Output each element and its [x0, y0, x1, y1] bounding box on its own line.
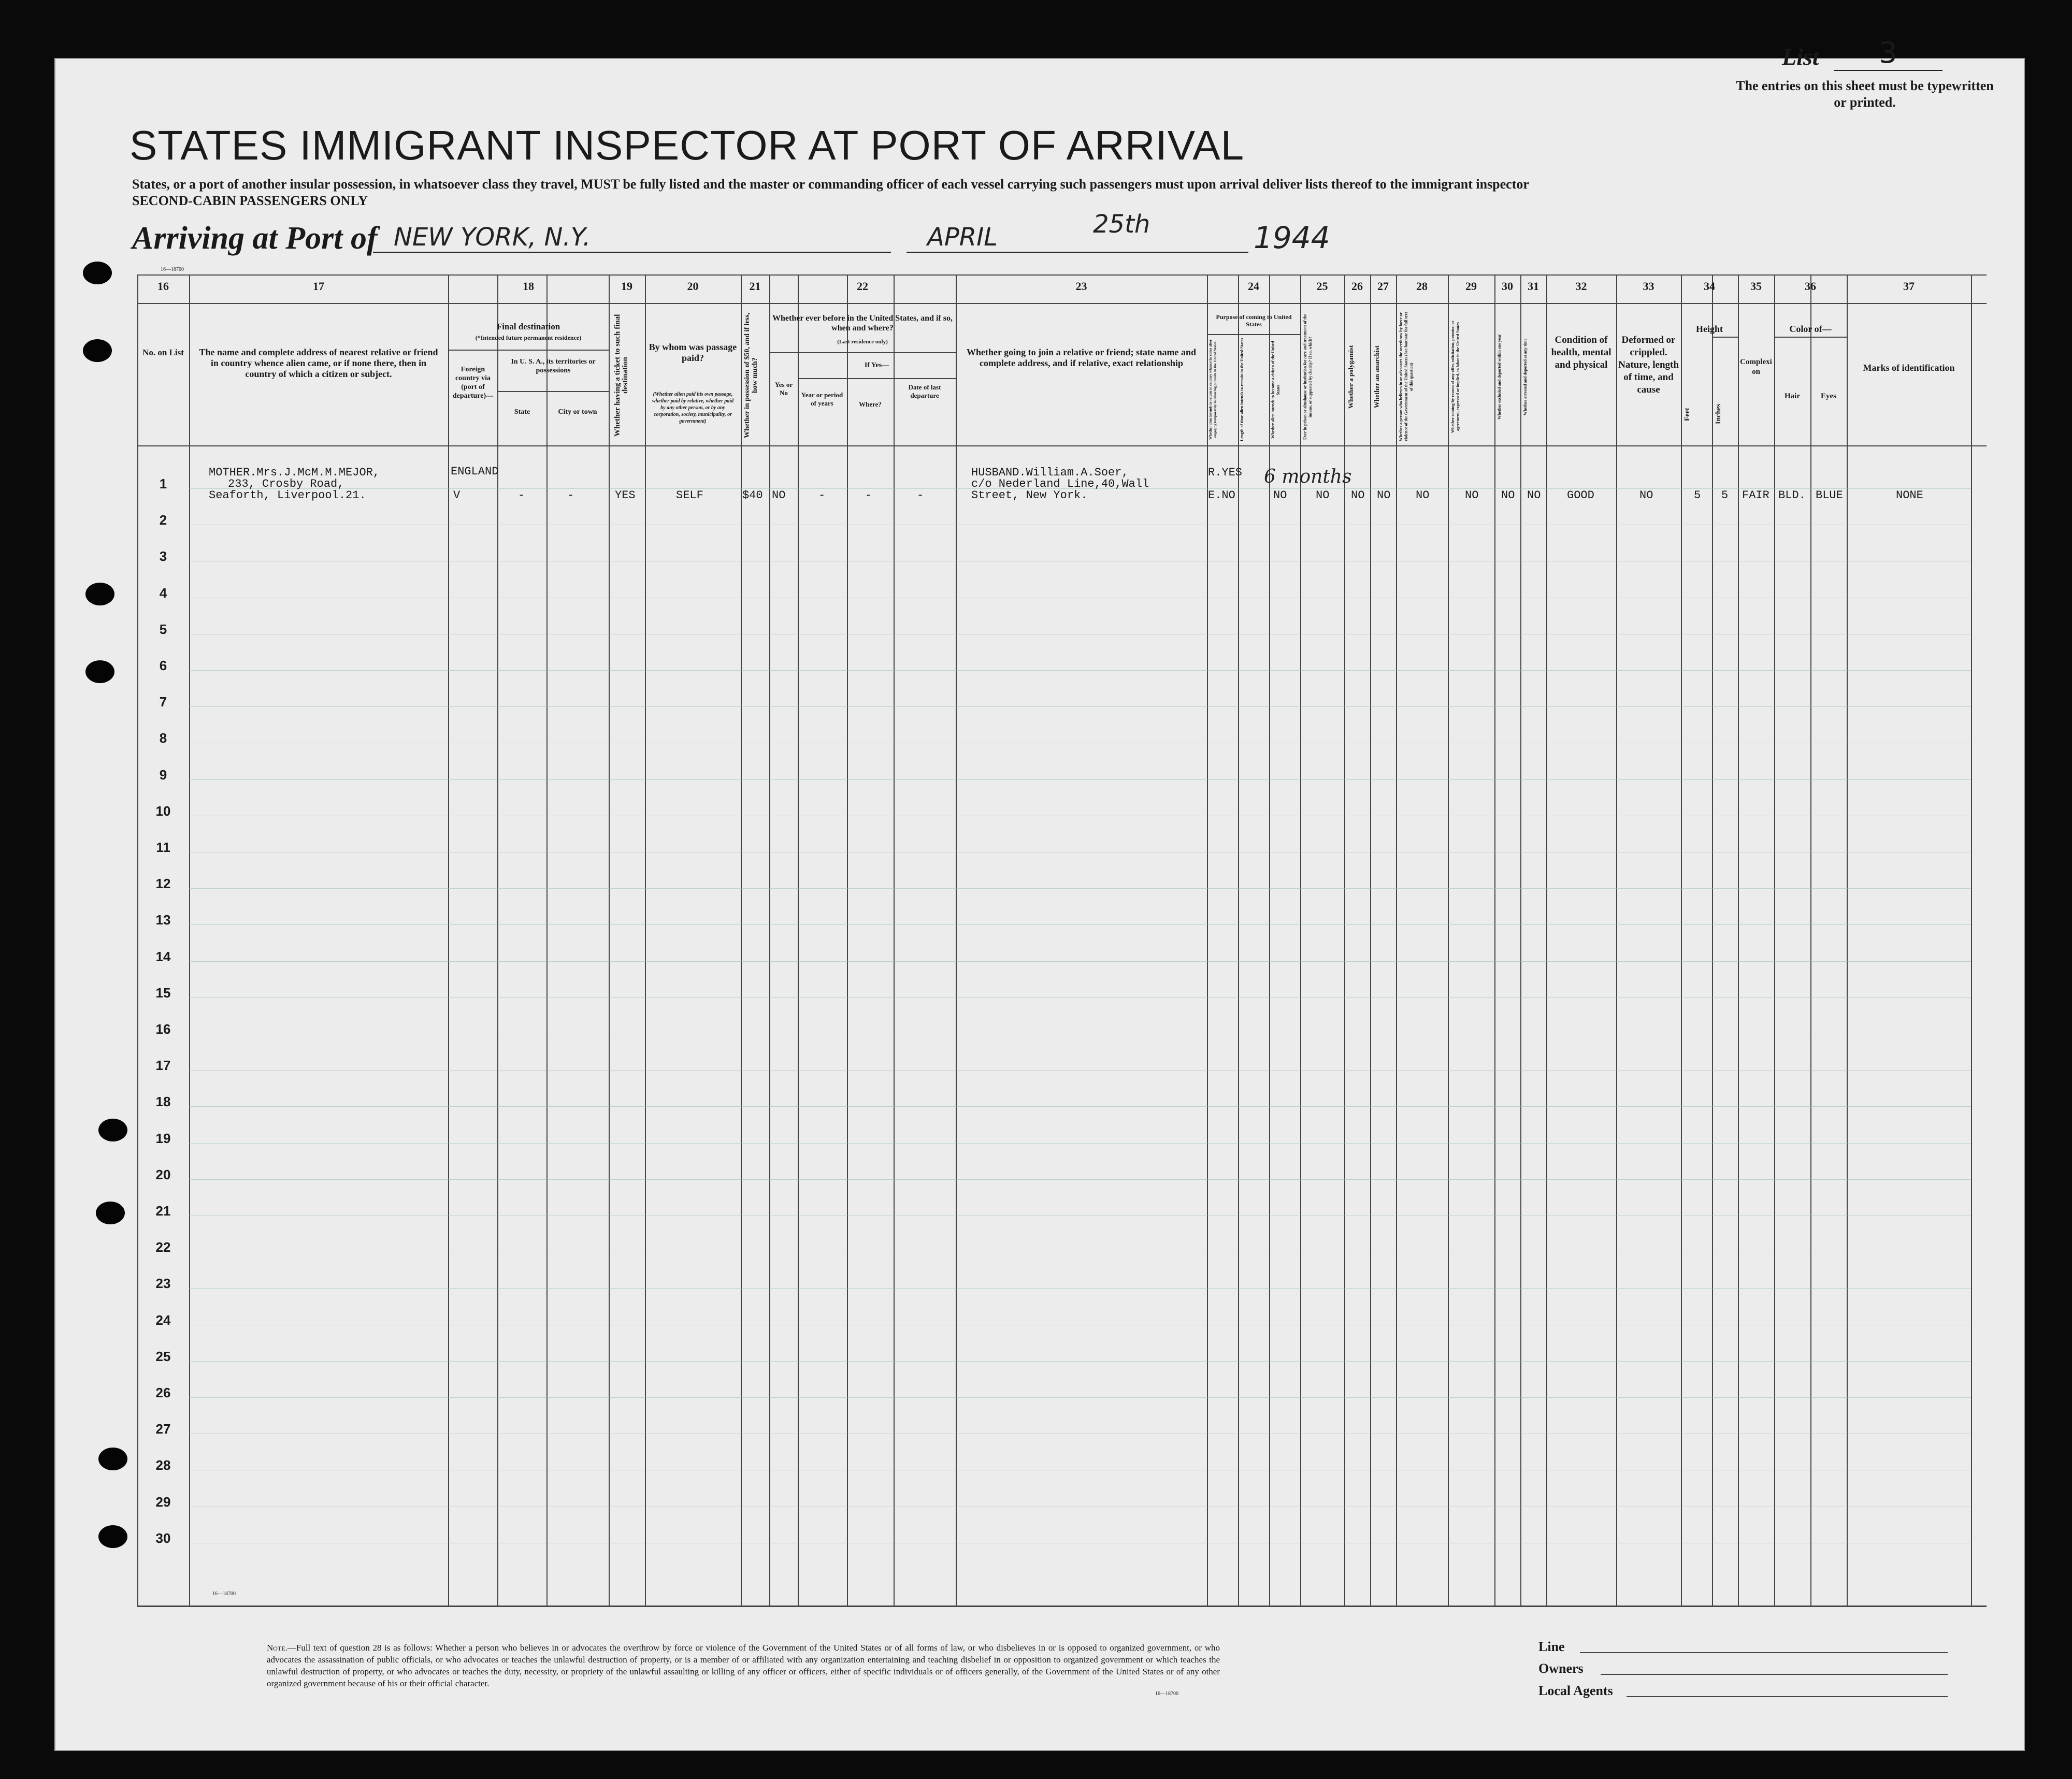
- binder-hole: [98, 1119, 127, 1141]
- port-value: NEW YORK, N.Y.: [373, 223, 891, 253]
- owners-signature-line: [1601, 1674, 1948, 1675]
- header-no-on-list: No. on List: [142, 348, 184, 357]
- arriving-label: Arriving at Port of: [132, 221, 378, 256]
- header-eyes: Eyes: [1821, 392, 1836, 400]
- state-value: -: [518, 489, 525, 502]
- col-num-30: 30: [1502, 280, 1513, 293]
- arrested-value: NO: [1527, 489, 1541, 502]
- city-value: -: [567, 489, 574, 502]
- foreign-country-value: ENGLAND: [451, 465, 499, 478]
- joining-line-3: Street, New York.: [971, 489, 1088, 502]
- form-code: 16—18700: [161, 267, 184, 272]
- polygamist-value: NO: [1351, 489, 1365, 502]
- form-code-footer: 16—18700: [1155, 1691, 1178, 1697]
- subtitle-line-2: SECOND-CABIN PASSENGERS ONLY: [132, 193, 368, 208]
- row-number: 2: [159, 512, 167, 528]
- binder-hole: [98, 1448, 127, 1470]
- header-where: Where?: [859, 400, 882, 408]
- header-before-us: Whether ever before in the United States, and if so, when and where?: [772, 314, 953, 332]
- where-value: -: [865, 489, 872, 502]
- col-num-17: 17: [313, 280, 324, 293]
- purpose-r-value: R.YES: [1208, 466, 1243, 479]
- relative-line-1: MOTHER.Mrs.J.McM.M.MEJOR,: [209, 466, 380, 479]
- complexion-value: FAIR: [1742, 489, 1769, 502]
- page-subtitle: [132, 176, 1686, 209]
- marks-value: NONE: [1896, 489, 1923, 502]
- header-joining: Whether going to join a relative or friend; state name and complete address, and if relative, exact relationship: [967, 347, 1196, 368]
- col-num-19: 19: [621, 280, 632, 293]
- header-yes-no: Yes or No: [774, 381, 793, 397]
- agents-signature-line: [1627, 1696, 1948, 1697]
- year-value: -: [818, 489, 826, 502]
- inches-value: 5: [1721, 489, 1729, 502]
- row-line: [189, 779, 1971, 780]
- relative-line-2: 233, Crosby Road,: [228, 478, 344, 490]
- row-number: 27: [155, 1421, 171, 1437]
- header-deformed: Deformed or crippled. Nature, length of time, and cause: [1618, 335, 1679, 395]
- footnote-label: Note.: [267, 1643, 287, 1653]
- header-money: Whether in possession of $50, and if less, how much?: [743, 312, 759, 439]
- date-value: -: [917, 489, 924, 502]
- manifest-table: [137, 274, 1987, 1606]
- row-number: 5: [159, 621, 167, 637]
- col-num-32: 32: [1575, 280, 1587, 293]
- row-number: 29: [155, 1494, 171, 1510]
- excluded-value: NO: [1501, 489, 1515, 502]
- row-number: 23: [155, 1276, 171, 1292]
- col-num-37: 37: [1903, 280, 1915, 293]
- col-num-34: 34: [1704, 280, 1715, 293]
- header-state: State: [514, 408, 530, 416]
- binder-hole: [96, 1202, 125, 1224]
- joining-line-1: HUSBAND.William.A.Soer,: [971, 466, 1129, 479]
- col-num-33: 33: [1643, 280, 1654, 293]
- row-number: 25: [155, 1348, 171, 1364]
- header-height: Height: [1696, 324, 1723, 334]
- row-number: 21: [155, 1203, 171, 1219]
- col-num-23: 23: [1075, 280, 1087, 293]
- header-marks: Marks of identification: [1863, 363, 1955, 373]
- header-excluded: Whether excluded and deported within one year: [1497, 334, 1502, 420]
- row-line: [189, 924, 1971, 925]
- row-number: 24: [155, 1312, 171, 1328]
- eyes-value: BLUE: [1816, 489, 1843, 502]
- header-hair: Hair: [1785, 392, 1800, 400]
- row-number: 4: [159, 585, 167, 601]
- col-num-31: 31: [1528, 280, 1539, 293]
- col-num-22: 22: [857, 280, 868, 293]
- header-year: Year or period of years: [801, 391, 843, 407]
- header-passage-paid: By whom was passage paid?: [649, 342, 737, 363]
- money-value: $40: [742, 489, 763, 502]
- header-health: Condition of health, mental and physical: [1551, 335, 1611, 370]
- binder-hole: [85, 660, 114, 683]
- row-number: 7: [159, 694, 167, 710]
- row-number: 11: [156, 840, 170, 855]
- row-number: 10: [155, 803, 171, 819]
- footnote-text: —Full text of question 28 is as follows: Whether a person who believes in or advocates the overthrow by force or violence of the Government of the United States or of all forms of law, or who disbelieves in or is opposed to organized government, or who advocates the assassination of public officials, or who advocates or teaches the unlawful destruction of property, or is a member of or affiliated with any organization entertaining and teaching disbelief in or opposition to organized government or which teaches the unlawful destruction of property, or who advocates or teaches the duty, necessity, or propriety of the unlawful assaulting or killing of any officer or officers, either of specific individuals or of officers generally, of the Government of the United States or of any other organized government because of his or their official character.: [267, 1643, 1220, 1688]
- col-num-24: 24: [1248, 280, 1259, 293]
- col-num-28: 28: [1416, 280, 1428, 293]
- header-polygamist: Whether a polygamist: [1347, 345, 1355, 409]
- col-num-27: 27: [1377, 280, 1389, 293]
- deformed-value: NO: [1639, 489, 1653, 502]
- col-num-20: 20: [687, 280, 699, 293]
- prison-value: NO: [1316, 489, 1330, 502]
- health-value: GOOD: [1567, 489, 1594, 502]
- row-line: [189, 670, 1971, 671]
- col-num-36: 36: [1805, 280, 1816, 293]
- col-num-16: 16: [157, 280, 169, 293]
- col-num-18: 18: [523, 280, 534, 293]
- header-foreign-country: Foreign country via (port of departure)—: [452, 366, 494, 400]
- header-ticket: Whether having a ticket to such final destination: [613, 314, 629, 437]
- header-purpose-return: Whether alien intends to return to country whence he came after engaging temporarily in laboring pursuits in the United States: [1208, 339, 1217, 440]
- row-number: 12: [155, 876, 171, 892]
- col-num-29: 29: [1465, 280, 1477, 293]
- list-label: List: [1782, 44, 1819, 70]
- header-feet: Feet: [1684, 408, 1691, 421]
- ticket-value: YES: [615, 489, 636, 502]
- row-number: 15: [155, 985, 171, 1001]
- owners-label: Owners: [1538, 1661, 1584, 1676]
- binder-hole: [98, 1525, 127, 1548]
- line-label: Line: [1538, 1639, 1565, 1654]
- row-line: [189, 1179, 1971, 1180]
- header-prison: Ever in prison or almshouse or institution for care and treatment of the insane, or supported by charity? If so, which?: [1303, 314, 1313, 440]
- passage-paid-value: SELF: [676, 489, 703, 502]
- row-number: 20: [155, 1166, 171, 1182]
- binder-hole: [83, 339, 112, 362]
- header-date: Date of last departure: [908, 383, 941, 399]
- row-number: 28: [155, 1457, 171, 1473]
- header-city: City or town: [558, 408, 597, 416]
- row-number: 18: [155, 1094, 171, 1110]
- row-number: 1: [159, 476, 167, 491]
- header-anarchist: Whether an anarchist: [1373, 345, 1380, 408]
- length-time-value: 6 months: [1264, 466, 1352, 487]
- header-overthrow: Whether a person who believes in or advocates the overthrow by force or violence of the Government of the United States (See footnote for full text of this question): [1399, 312, 1414, 442]
- row-line: [189, 1106, 1971, 1107]
- row-number: 9: [159, 766, 167, 783]
- row-line: [189, 961, 1971, 962]
- header-if-yes: If Yes—: [864, 361, 889, 369]
- anarchist-value: NO: [1377, 489, 1391, 502]
- row-number: 8: [159, 730, 167, 746]
- header-color-of: Color of—: [1789, 324, 1832, 334]
- hair-value: BLD.: [1778, 489, 1806, 502]
- row-line: [189, 1361, 1971, 1362]
- overthrow-value: NO: [1416, 489, 1430, 502]
- row-number: 16: [155, 1021, 171, 1037]
- relative-line-3: Seaforth, Liverpool.21.: [209, 489, 366, 502]
- row-number: 14: [155, 948, 171, 964]
- col-num-35: 35: [1750, 280, 1762, 293]
- via-value: V: [453, 489, 461, 502]
- row-number: 26: [155, 1385, 171, 1400]
- citizen-value: NO: [1273, 489, 1287, 502]
- header-usa: In U. S. A., its territories or possessions: [511, 358, 596, 374]
- row-line: [189, 888, 1971, 889]
- row-number: 13: [155, 912, 171, 928]
- row-line: [189, 706, 1971, 707]
- row-number: 30: [155, 1530, 171, 1546]
- page-title: STATES IMMIGRANT INSPECTOR AT PORT OF ARRIVAL: [130, 122, 1245, 168]
- col-num-25: 25: [1316, 280, 1328, 293]
- header-relative: The name and complete address of nearest relative or friend in country whence alien came, or if none there, then in country of which a citizen or subject.: [199, 347, 438, 379]
- header-before-us-sub: (Last residence only): [837, 339, 888, 345]
- header-purpose: Purpose of coming to United States: [1216, 313, 1292, 328]
- local-agents-label: Local Agents: [1538, 1683, 1613, 1698]
- joining-line-2: c/o Nederland Line,40,Wall: [971, 478, 1149, 490]
- header-inches: Inches: [1715, 404, 1722, 425]
- row-number: 3: [159, 548, 167, 565]
- labor-value: NO: [1465, 489, 1479, 502]
- day-value: 25th: [1093, 210, 1150, 239]
- binder-hole: [83, 262, 112, 284]
- footnote-q28: [267, 1642, 1220, 1689]
- row-line: [189, 1397, 1971, 1398]
- row-number: 17: [155, 1058, 171, 1074]
- month-value: APRIL: [906, 223, 1248, 253]
- before-us-value: NO: [772, 489, 786, 502]
- header-purpose-length: Length of time alien intends to remain in the United States: [1240, 338, 1244, 442]
- row-number: 22: [155, 1239, 171, 1255]
- list-number: 3: [1834, 36, 1942, 71]
- subtitle-line-1: States, or a port of another insular possession, in whatsoever class they travel, MUST be fully listed and the master or commanding officer of each vessel carrying such passengers must upon arrival deliver lists thereof to the immigrant inspector: [132, 177, 1529, 192]
- row-number: 6: [159, 658, 167, 673]
- row-line: [189, 1070, 1971, 1071]
- header-final-destination-sub: (*Intended future permanent residence): [475, 334, 582, 341]
- header-labor: Whether coming by reason of any offer, solicitation, promise, or agreement, expressed or implied, to labor in the United States: [1450, 320, 1460, 433]
- entries-note: The entries on this sheet must be typewritten or printed.: [1736, 78, 1994, 110]
- header-complexion: Complexion: [1740, 358, 1772, 376]
- header-final-destination: Final destination: [496, 322, 560, 331]
- line-signature-line: [1580, 1652, 1948, 1653]
- header-purpose-citizen: Whether alien intends to become a citizen of the United States: [1271, 341, 1280, 439]
- feet-value: 5: [1694, 489, 1701, 502]
- col-num-26: 26: [1351, 280, 1363, 293]
- row-line: [189, 997, 1971, 998]
- row-number: 19: [155, 1130, 171, 1146]
- header-arrested: Whether arrested and deported at any time: [1523, 338, 1528, 415]
- row-line: [189, 1143, 1971, 1144]
- col-num-21: 21: [749, 280, 761, 293]
- binder-hole: [85, 583, 114, 605]
- year-value: 1944: [1254, 220, 1330, 255]
- header-passage-paid-sub: (Whether alien paid his own passage, whether paid by relative, whether paid by any other person, or by any corporation, society, municipality, or government): [652, 392, 734, 424]
- form-code-bottom: 16—18700: [212, 1591, 236, 1597]
- purpose-e-value: E.NO: [1208, 489, 1235, 502]
- row-line: [189, 1288, 1971, 1289]
